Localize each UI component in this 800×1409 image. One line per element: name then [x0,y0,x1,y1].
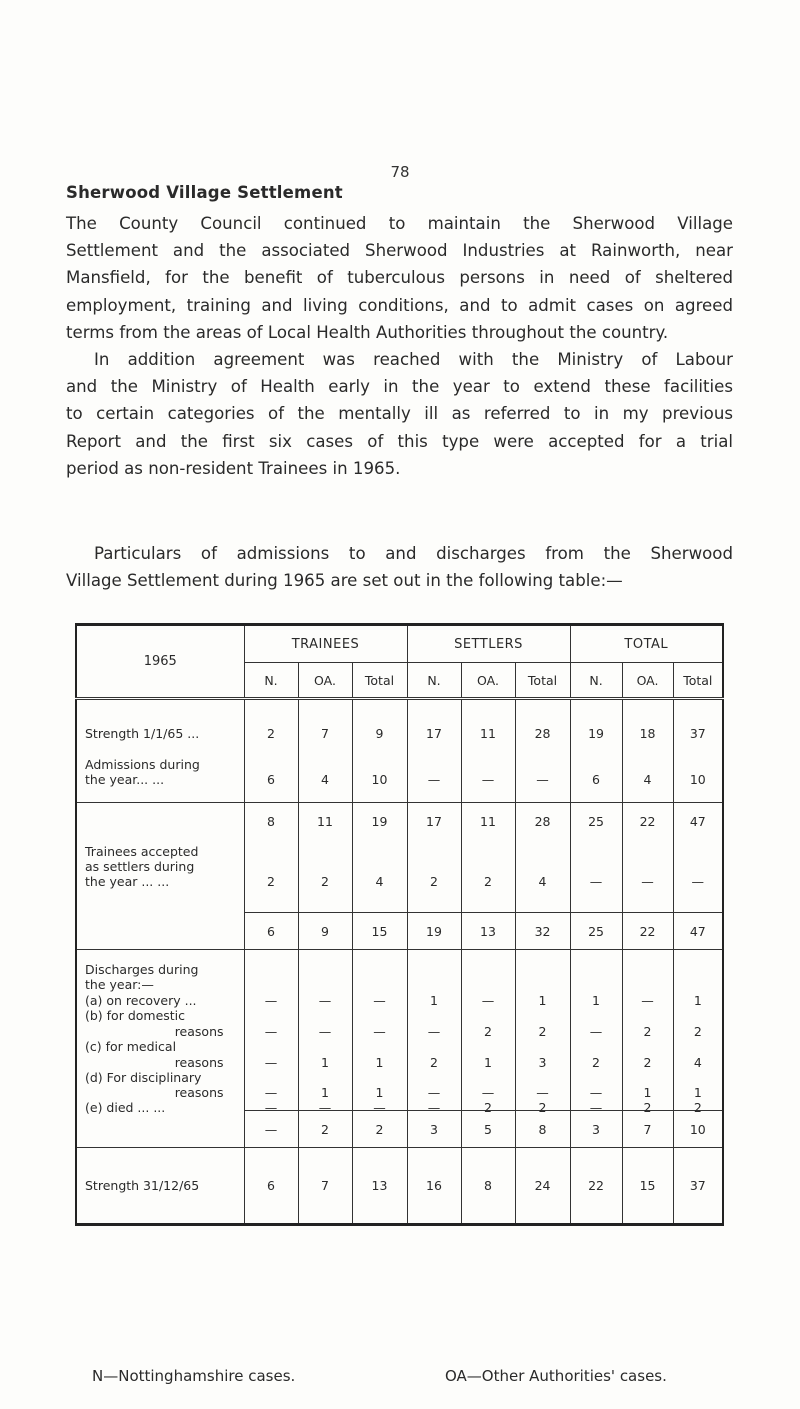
table-cell: 6 [267,772,275,787]
discharge-label-a: (a) on recovery ... [85,993,197,1008]
table-cell: — [318,993,332,1008]
table-cell: 37 [689,726,706,741]
row-label: Discharges during [85,962,199,977]
column-header: N. [570,663,622,699]
discharge-label-d-extra: reasons [174,1085,224,1100]
column-header: Total [673,663,723,699]
table-cell: — [264,1100,278,1115]
table-cell: 16 [407,1148,461,1225]
table-cell: 1 [643,1085,652,1100]
table-cell: 28 [534,814,551,829]
table-cell: 1 [693,993,702,1008]
table-cell: 11 [480,814,496,829]
table-cell: 9 [375,726,384,741]
table-cell: 47 [689,814,706,829]
table-cell: 8 [515,1111,570,1148]
paragraph-1-line: Mansfield, for the benefit of tuberculous persons in need of sheltered [66,268,733,288]
table-cell: — [264,1024,278,1039]
section-discharges [76,950,723,1111]
table-cell: — [641,993,654,1008]
paragraph-2-line: In addition agreement was reached with the Ministry of Labour [94,350,733,369]
table-cell: — [427,772,441,787]
table-cell: 18 [639,726,656,741]
table-cell: 2 [643,1100,652,1115]
table-cell: 47 [673,913,723,950]
table-cell: 4 [643,772,652,787]
table-cell: 7 [321,726,329,741]
table-cell: 1 [693,1085,702,1100]
table-cell: — [427,1024,441,1039]
table-cell: — [481,1085,495,1100]
row-label: Strength 1/1/65 ... [85,726,200,741]
column-header: N. [407,663,461,699]
paragraph-3-line: Particulars of admissions to and discharges from the Sherwood [94,544,733,563]
paragraph-3-line: Village Settlement during 1965 are set out in the following table:— [66,571,623,591]
paragraph-1-line: Settlement and the associated Sherwood Industries at Rainworth, near [66,241,733,261]
table-cell: — [536,772,549,787]
table-cell: 5 [461,1111,515,1148]
table-cell: — [264,1085,278,1100]
table-cell: 6 [244,1148,298,1225]
column-header: Total [515,663,570,699]
table-cell: — [589,874,603,889]
table-cell: — [373,993,386,1008]
table-cell: 11 [317,814,333,829]
table-cell: 19 [588,726,604,741]
table-cell: — [691,874,705,889]
table-cell: 2 [592,1055,600,1070]
paragraph-2 [66,346,733,482]
table-cell: 2 [267,726,275,741]
table-cell: — [318,1024,332,1039]
table-cell: — [589,1024,603,1039]
table-cell: 9 [298,913,352,950]
table-cell: 4 [538,874,547,889]
table-cell: 17 [426,726,442,741]
table-cell: 1 [430,993,438,1008]
table-cell: 11 [480,726,496,741]
column-header: OA. [298,663,352,699]
column-header: Total [352,663,407,699]
table-cell: 25 [588,814,604,829]
row-label: the year ... ... [85,874,170,889]
paragraph-2-line: and the Ministry of Health early in the year to extend these facilities [66,377,733,397]
table-cell: 2 [538,1100,547,1115]
table-cell: 8 [267,814,275,829]
footnote-other-authorities: OA—Other Authorities' cases. [445,1367,667,1385]
table-cell: 1 [484,1055,492,1070]
paragraph-1-line: employment, training and living conditions, and to admit cases on agreed [66,295,733,315]
table-cell: 7 [622,1111,673,1148]
discharge-label-b: (b) for domestic [85,1008,186,1023]
column-header: OA. [461,663,515,699]
table-cell: 37 [673,1148,723,1225]
paragraph-1-line: The County Council continued to maintain the Sherwood Village [66,214,733,233]
group-header-settlers: SETTLERS [407,625,570,663]
group-header-trainees: TRAINEES [244,625,407,663]
table-cell: 2 [298,1111,352,1148]
table-cell: 22 [570,1148,622,1225]
table-cell: — [373,1024,386,1039]
table-cell: 25 [570,913,622,950]
table-cell: 13 [352,1148,407,1225]
row-label: Admissions during [85,757,200,772]
section-trainees-accepted [76,803,723,913]
admissions-discharges-table [75,623,724,1226]
table-cell: — [264,993,278,1008]
table-cell: 19 [371,814,388,829]
row-label: as settlers during [85,859,195,874]
paragraph-3 [66,540,733,594]
paragraph-2-line: Report and the first six cases of this type were accepted for a trial [66,431,733,451]
paragraph-1 [66,210,733,346]
table-cell: — [589,1085,603,1100]
discharge-label-e: (e) died ... ... [85,1100,166,1115]
table-cell: 4 [375,874,384,889]
table-cell: 6 [592,772,600,787]
table-cell: 7 [298,1148,352,1225]
row-label: Trainees accepted [85,844,199,859]
table-cell: 17 [426,814,442,829]
table-cell: — [481,772,495,787]
table-cell: 4 [321,772,329,787]
table-cell: 2 [538,1024,547,1039]
table-cell: — [427,1085,441,1100]
paragraph-2-line: period as non-resident Trainees in 1965. [66,458,401,478]
table-cell: — [641,874,654,889]
table-cell: 10 [689,772,706,787]
table-cell: 2 [693,1024,702,1039]
table-cell: 2 [643,1024,652,1039]
group-header-total: TOTAL [570,625,723,663]
table-cell: 2 [267,874,275,889]
table-cell: 24 [515,1148,570,1225]
paragraph-2-line: to certain categories of the mentally ill as referred to in my previous [66,404,733,424]
section-heading: Sherwood Village Settlement [66,183,343,202]
column-header: N. [244,663,298,699]
table-cell: — [481,993,495,1008]
discharge-label-b-extra: reasons [174,1024,224,1039]
table-cell: 1 [321,1085,329,1100]
paragraph-1-line: terms from the areas of Local Health Authorities throughout the country. [66,322,669,342]
table-cell: 15 [622,1148,673,1225]
table-cell: 1 [321,1055,329,1070]
table-cell: 2 [430,874,438,889]
table-cell: 10 [371,772,388,787]
table-cell: 28 [534,726,551,741]
table-cell: — [427,1100,441,1115]
table-cell: 2 [321,874,329,889]
table-cell: 2 [484,1100,492,1115]
row-label: the year... ... [85,772,165,787]
table-cell: 2 [693,1100,702,1115]
table-cell: 2 [484,1024,492,1039]
discharge-label-c-extra: reasons [174,1055,224,1070]
table-cell: 3 [570,1111,622,1148]
page-number: 78 [390,163,410,181]
table-cell: 2 [484,874,492,889]
table-cell: — [264,1055,278,1070]
table-cell: — [244,1111,298,1148]
table-cell: 3 [538,1055,547,1070]
table-cell: 2 [643,1055,652,1070]
discharge-label-c: (c) for medical [85,1039,177,1054]
table-cell: 2 [430,1055,438,1070]
table-cell: — [373,1100,386,1115]
table-cell: 19 [407,913,461,950]
table-cell: — [536,1085,549,1100]
table-cell: 2 [352,1111,407,1148]
footnote-nottinghamshire: N—Nottinghamshire cases. [92,1367,296,1385]
table-cell: 22 [639,814,656,829]
table-cell: — [318,1100,332,1115]
table-cell: 4 [693,1055,702,1070]
table-cell: 6 [244,913,298,950]
section-strength-admissions [76,699,723,803]
table-cell: — [589,1100,603,1115]
discharge-label-d: (d) For disciplinary [85,1070,202,1085]
section-strength-end [76,1148,723,1225]
table-cell: 13 [461,913,515,950]
table-cell: 1 [538,993,547,1008]
row-label: Strength 31/12/65 [76,1148,244,1225]
table-cell: 8 [461,1148,515,1225]
table-cell: 1 [375,1085,384,1100]
table-cell: 1 [592,993,600,1008]
year-header: 1965 [76,625,244,699]
table-cell: 15 [352,913,407,950]
table-cell: 10 [673,1111,723,1148]
table-cell: 3 [407,1111,461,1148]
row-label: the year:— [85,977,154,992]
column-header: OA. [622,663,673,699]
table-cell: 22 [622,913,673,950]
table-cell: 32 [515,913,570,950]
table-cell: 1 [375,1055,384,1070]
